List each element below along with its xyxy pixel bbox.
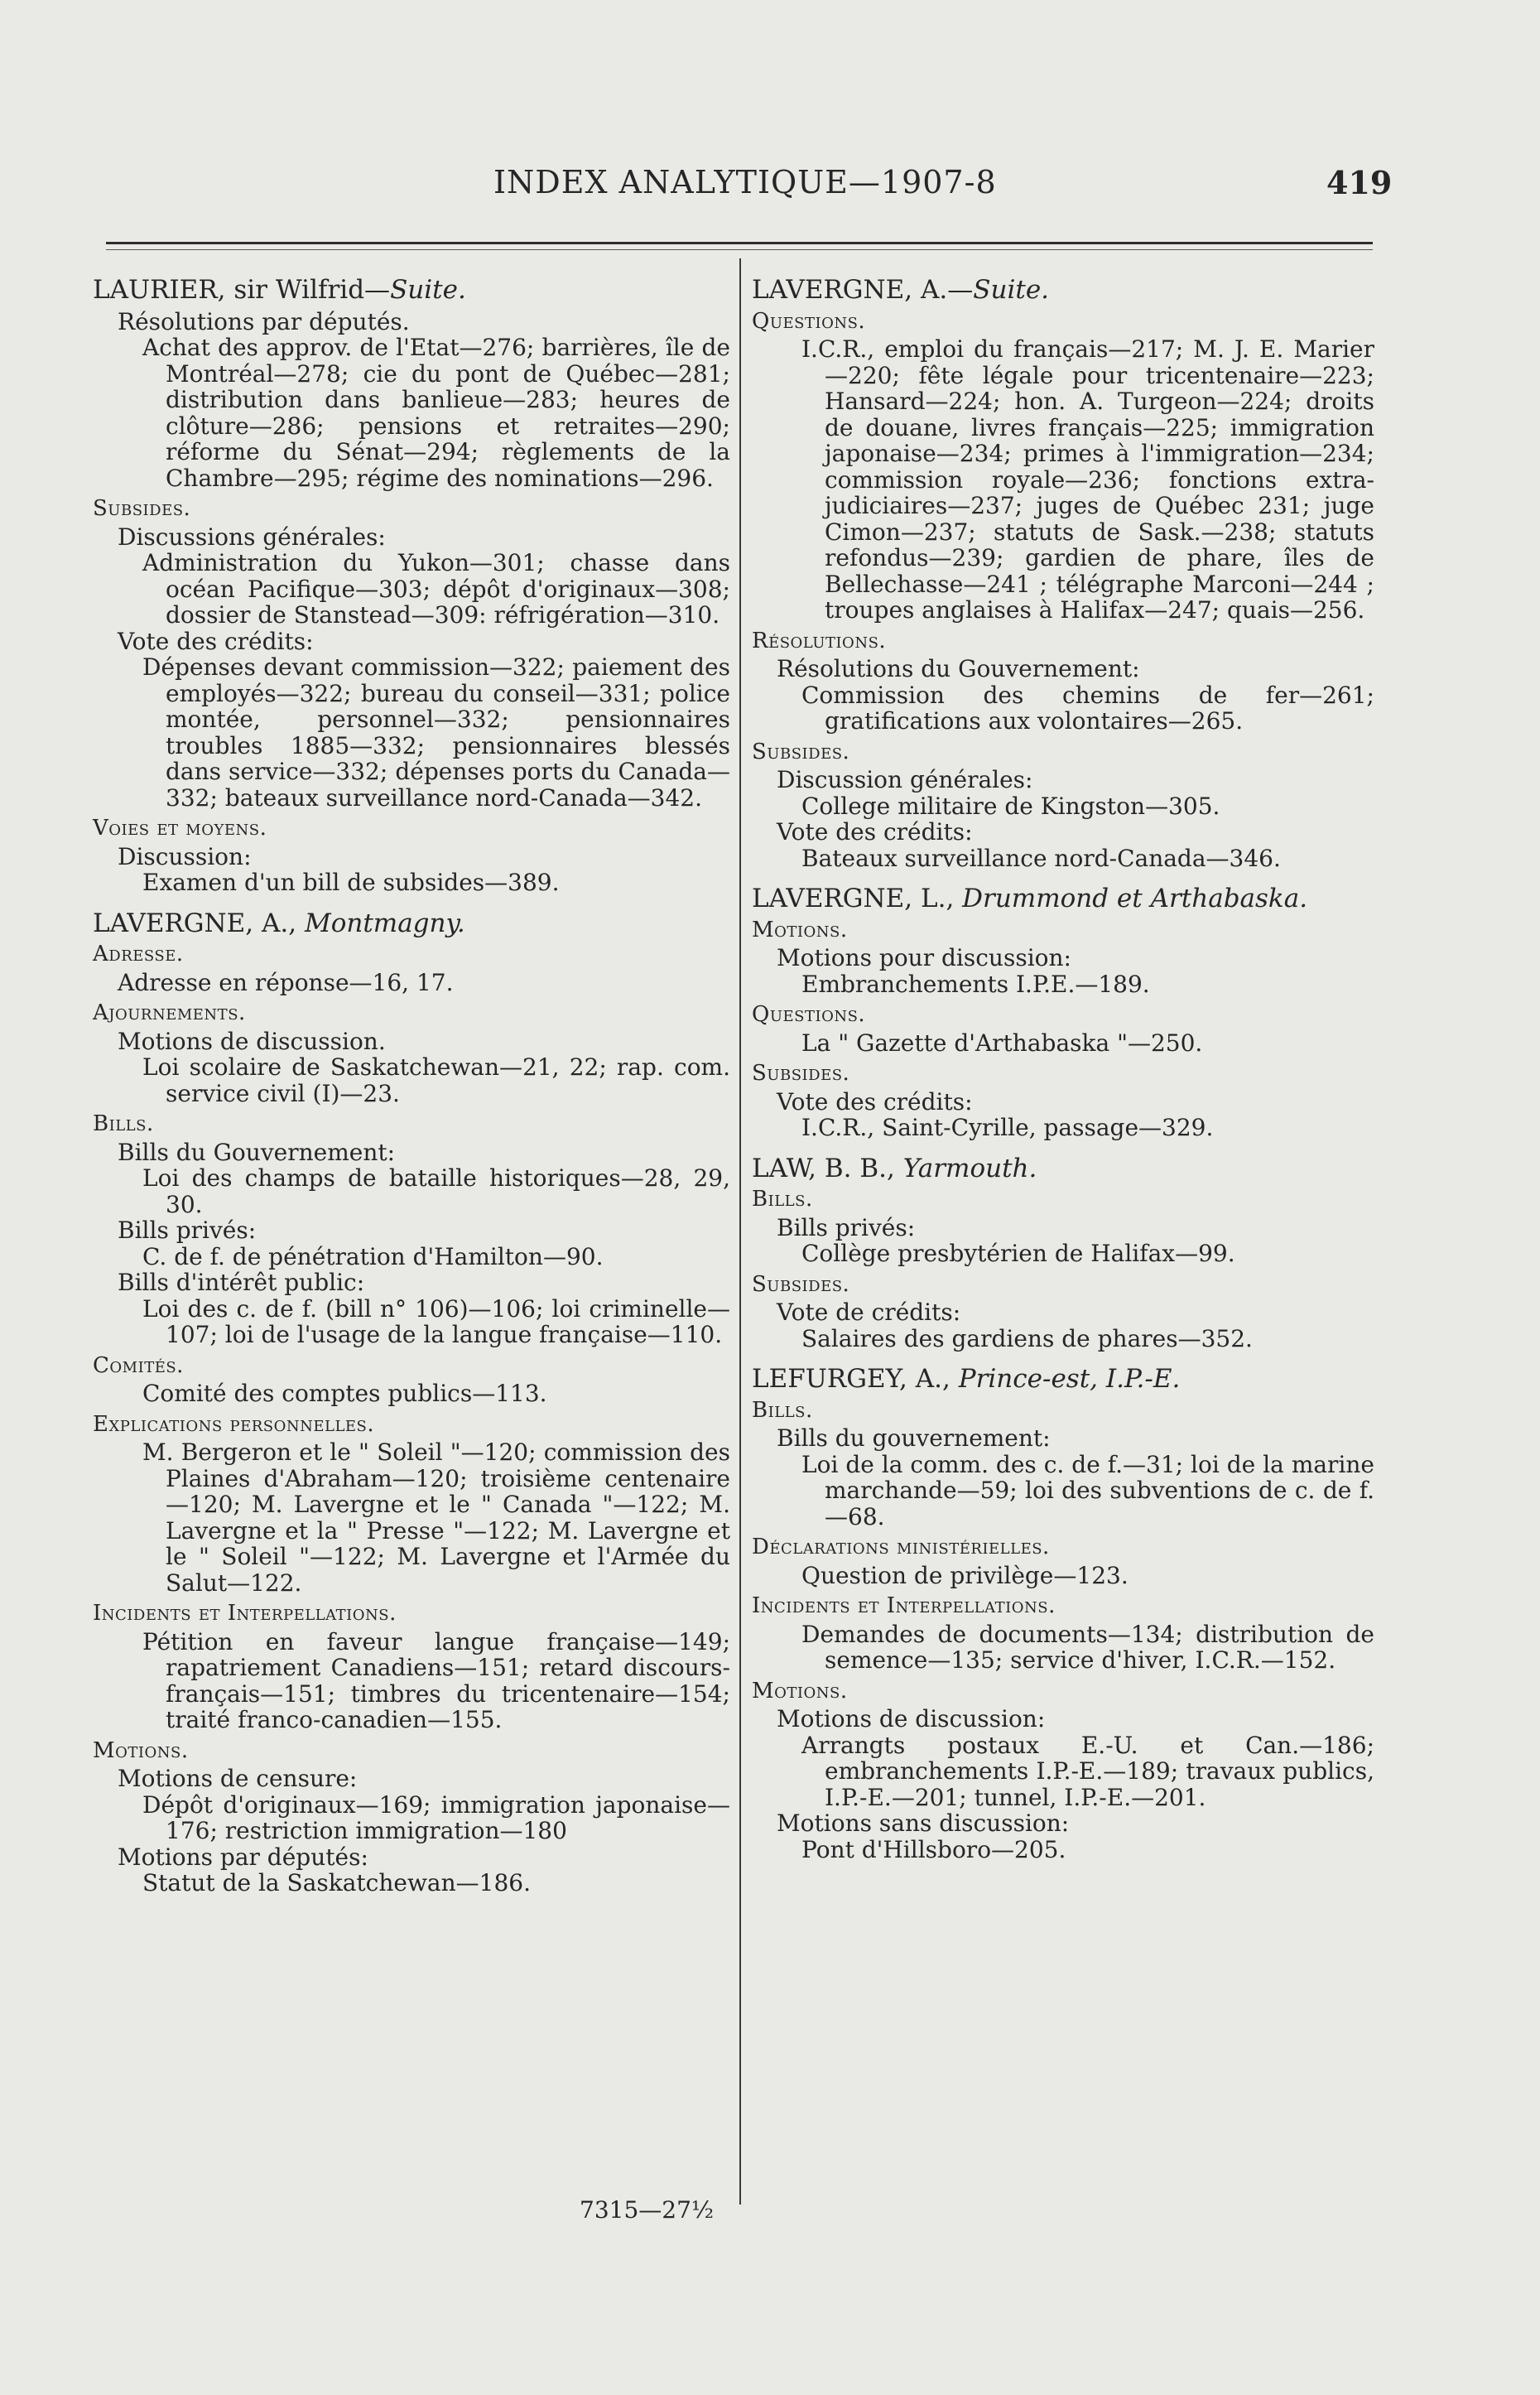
- subsection: [752, 1089, 1374, 1141]
- entry-references: Commission des chemins de fer—261; gratifications aux volontaires—265.: [801, 681, 1374, 735]
- riding-name: Suite.: [390, 275, 466, 305]
- entry-references: M. Bergeron et le " Soleil "—120; commission des Plaines d'Abraham—120; troisième centenaire—120; M. Lavergne et le " Canada "—122; M. Lavergne et la " Presse "—122; M. Lavergne et le " Soleil "—122; M. Lavergne et l'Armée du Salut—122.: [142, 1438, 730, 1597]
- member-name: LAVERGNE, L.,: [752, 884, 963, 913]
- index-entry: [93, 908, 730, 1896]
- subsection: [93, 1844, 730, 1896]
- subsection: [752, 656, 1374, 735]
- subsection: [93, 844, 730, 896]
- subsection: [93, 1217, 730, 1270]
- section-heading: Motions.: [752, 917, 848, 942]
- index-section: [752, 1272, 1374, 1352]
- section-heading: Bills.: [752, 1397, 813, 1423]
- subsection-heading: Bills privés:: [118, 1217, 257, 1244]
- entry-references: I.C.R., emploi du français—217; M. J. E. Marier—220; fête légale pour tricentenaire—223; Hansard—224; hon. A. Turgeon—224; droits de douane, livres français—225; immigration japonaise—234; primes à l'immigration—234; commission royale—236; fonctions extra-judiciaires—237; juges de Québec 231; juge Cimon—237; statuts de Sask.—238; statuts refondus—239; gardien de phare, îles de Bellechasse—241 ; télégraphe Marconi—244 ; troupes anglaises à Halifax—247; quais—256.: [801, 335, 1374, 624]
- section-heading: Subsides.: [752, 1271, 850, 1297]
- section-heading: Adresse.: [93, 942, 184, 966]
- left-column: [93, 277, 730, 1911]
- entry-references: Achat des approv. de l'Etat—276; barrières, île de Montréal—278; cie du pont de Québec—281; distribution dans banlieue—283; heures de clôture—286; pensions et retraites—290; réforme du Sénat—294; règlements de la Chambre—295; régime des nominations—296.: [142, 334, 730, 492]
- index-section: [752, 1679, 1374, 1863]
- subsection: [752, 1810, 1374, 1863]
- subsection: [752, 336, 1374, 624]
- section-heading: Résolutions.: [752, 628, 887, 653]
- entry-references: Salaires des gardiens de phares—352.: [801, 1324, 1253, 1352]
- subsection-heading: Motions pour discussion:: [777, 944, 1071, 971]
- right-column: [752, 277, 1374, 1877]
- entry-references: Demandes de documents—134; distribution de semence—135; service d'hiver, I.C.R.—152.: [801, 1620, 1374, 1674]
- entry-references: Loi scolaire de Saskatchewan—21, 22; rap. com. service civil (I)—23.: [142, 1053, 730, 1107]
- entry-references: Question de privilège—123.: [801, 1561, 1129, 1589]
- entry-references: Dépenses devant commission—322; paiement des employés—322; bureau du conseil—331; police montée, personnel—332; pensionnaires troubles 1885—332; pensionnaires blessés dans service—332; dépenses ports du Canada—332; bateaux surveillance nord-Canada—342.: [142, 653, 730, 812]
- section-heading: Subsides.: [752, 1061, 850, 1086]
- member-name: LEFURGEY, A.,: [752, 1364, 959, 1394]
- index-section: [752, 1002, 1374, 1056]
- riding-name: Montmagny.: [304, 908, 465, 938]
- index-section: [752, 1593, 1374, 1674]
- subsection-heading: Bills privés:: [777, 1213, 916, 1241]
- index-entry: [752, 277, 1374, 871]
- entry-references: Loi des c. de f. (bill n° 106)—106; loi criminelle—107; loi de l'usage de la langue française—110.: [142, 1294, 730, 1348]
- subsection: [93, 1629, 730, 1733]
- subsection-heading: Motions de censure:: [118, 1765, 358, 1792]
- index-section: [93, 1601, 730, 1733]
- subsection: [93, 1270, 730, 1348]
- index-entry: [752, 1366, 1374, 1863]
- section-heading: Questions.: [752, 1002, 866, 1027]
- section-heading: Comités.: [93, 1352, 184, 1378]
- section-heading: Voies et moyens.: [93, 816, 267, 841]
- entry-references: Statut de la Saskatchewan—186.: [142, 1869, 531, 1896]
- index-section: [93, 816, 730, 896]
- entry-references: C. de f. de pénétration d'Hamilton—90.: [142, 1242, 604, 1270]
- subsection: [752, 1622, 1374, 1674]
- index-section: [752, 740, 1374, 872]
- section-heading: Déclarations ministérielles.: [752, 1535, 1050, 1559]
- subsection-heading: Discussions générales:: [118, 523, 386, 551]
- riding-name: Prince-est, I.P.-E.: [958, 1364, 1181, 1394]
- subsection-heading: Motions par députés:: [118, 1843, 368, 1871]
- subsection: [93, 1140, 730, 1218]
- riding-name: Drummond et Arthabaska.: [962, 884, 1308, 913]
- entry-name: [752, 1366, 1374, 1393]
- page-number: 419: [1326, 164, 1393, 201]
- subsection-heading: Adresse en réponse—16, 17.: [118, 968, 454, 996]
- entry-name: [752, 277, 1374, 304]
- entry-references: Bateaux surveillance nord-Canada—346.: [801, 844, 1281, 872]
- subsection-heading: Bills du gouvernement:: [777, 1424, 1051, 1452]
- subsection: [752, 1706, 1374, 1810]
- subsection: [93, 1381, 730, 1407]
- subsection: [93, 970, 730, 996]
- subsection: [752, 767, 1374, 819]
- entry-name: [93, 277, 730, 304]
- entry-references: Collège presbytérien de Halifax—99.: [801, 1240, 1235, 1267]
- subsection: [752, 1030, 1374, 1057]
- index-section: [752, 629, 1374, 735]
- member-name: LAVERGNE, A.,: [93, 908, 305, 938]
- index-section: [752, 918, 1374, 998]
- entry-name: [752, 1153, 1374, 1183]
- entry-references: Examen d'un bill de subsides—389.: [142, 869, 560, 896]
- subsection-heading: Résolutions par députés.: [118, 307, 410, 335]
- entry-references: Dépôt d'originaux—169; immigration japonaise—176; restriction immigration—180: [142, 1790, 730, 1844]
- subsection: [93, 629, 730, 812]
- index-section: [752, 1398, 1374, 1530]
- entry-references: La " Gazette d'Arthabaska "—250.: [801, 1029, 1203, 1057]
- index-section: [93, 942, 730, 995]
- index-section: [93, 1353, 730, 1407]
- subsection: [752, 819, 1374, 871]
- page-header: [0, 164, 1540, 214]
- index-section: [752, 1061, 1374, 1141]
- index-section: [752, 309, 1374, 624]
- entry-references: Comité des comptes publics—113.: [142, 1380, 547, 1407]
- index-section: [93, 496, 730, 811]
- subsection: [752, 1563, 1374, 1589]
- section-heading: Explications personnelles.: [93, 1411, 375, 1437]
- riding-name: Suite.: [973, 275, 1050, 305]
- index-section: [93, 1412, 730, 1597]
- subsection: [93, 524, 730, 629]
- section-heading: Motions.: [752, 1678, 848, 1703]
- section-heading: Incidents et Interpellations.: [93, 1601, 397, 1626]
- header-rule-thin: [106, 249, 1373, 250]
- subsection-heading: Vote des crédits:: [777, 818, 973, 846]
- entry-references: College militaire de Kingston—305.: [801, 792, 1220, 820]
- entry-references: I.C.R., Saint-Cyrille, passage—329.: [801, 1114, 1214, 1141]
- subsection-heading: Motions sans discussion:: [777, 1810, 1070, 1837]
- entry-references: Administration du Yukon—301; chasse dans océan Pacifique—303; dépôt d'originaux—308; dossier de Stanstead—309: réfrigération—310.: [142, 549, 730, 629]
- section-heading: Subsides.: [93, 496, 191, 521]
- signature-mark: 7315—27½: [580, 2196, 715, 2224]
- index-section: [93, 1738, 730, 1896]
- subsection: [752, 1299, 1374, 1352]
- entry-references: Embranchements I.P.E.—189.: [801, 970, 1150, 998]
- index-entry: [93, 277, 730, 896]
- subsection: [752, 945, 1374, 997]
- subsection: [752, 1425, 1374, 1530]
- member-name: LAURIER, sir Wilfrid—: [93, 275, 391, 305]
- index-section: [93, 1000, 730, 1106]
- subsection-heading: Vote des crédits:: [777, 1087, 973, 1116]
- index-section: [752, 1187, 1374, 1267]
- index-section: [752, 1535, 1374, 1588]
- running-title: INDEX ANALYTIQUE—1907-8: [493, 164, 997, 200]
- subsection-heading: Bills d'intérêt public:: [118, 1269, 365, 1296]
- section-heading: Bills.: [752, 1187, 813, 1212]
- subsection: [93, 1439, 730, 1596]
- index-section: [93, 309, 730, 492]
- subsection: [93, 1766, 730, 1844]
- column-divider: [739, 258, 741, 2205]
- index-entry: [752, 886, 1374, 1141]
- subsection-heading: Vote de crédits:: [777, 1299, 961, 1326]
- section-heading: Motions.: [93, 1737, 189, 1763]
- entry-references: Loi des champs de bataille historiques—28, 29, 30.: [142, 1164, 730, 1218]
- subsection: [752, 1215, 1374, 1267]
- entry-name: [93, 908, 730, 938]
- subsection-heading: Discussion générales:: [777, 766, 1033, 793]
- entry-references: Arrangts postaux E.-U. et Can.—186; embranchements I.P.-E.—189; travaux publics, I.P.-E.—201; tunnel, I.P.-E.—201.: [801, 1731, 1374, 1811]
- section-heading: Incidents et Interpellations.: [752, 1593, 1056, 1618]
- subsection-heading: Discussion:: [118, 842, 252, 870]
- section-heading: Subsides.: [752, 739, 850, 764]
- subsection-heading: Motions de discussion.: [118, 1027, 386, 1055]
- section-heading: Bills.: [93, 1111, 154, 1136]
- index-entry: [752, 1153, 1374, 1352]
- index-section: [93, 1111, 730, 1348]
- section-heading: Ajournements.: [93, 1000, 246, 1025]
- member-name: LAVERGNE, A.—: [752, 275, 974, 305]
- subsection-heading: Bills du Gouvernement:: [118, 1138, 396, 1166]
- riding-name: Yarmouth.: [902, 1153, 1037, 1183]
- header-rule: [106, 242, 1373, 244]
- entry-references: Pétition en faveur langue française—149; rapatriement Canadiens—151; retard discours-français—151; timbres du tricentenaire—154; traité franco-canadien—155.: [142, 1627, 730, 1733]
- subsection-heading: Vote des crédits:: [118, 627, 314, 655]
- entry-references: Pont d'Hillsboro—205.: [801, 1835, 1066, 1863]
- entry-references: Loi de la comm. des c. de f.—31; loi de la marine marchande—59; loi des subventions de c. de f.—68.: [801, 1450, 1374, 1530]
- subsection: [93, 309, 730, 492]
- member-name: LAW, B. B.,: [752, 1153, 903, 1183]
- subsection-heading: Résolutions du Gouvernement:: [777, 655, 1140, 682]
- entry-name: [752, 886, 1374, 913]
- subsection: [93, 1029, 730, 1107]
- subsection-heading: Motions de discussion:: [777, 1705, 1046, 1732]
- section-heading: Questions.: [752, 308, 866, 334]
